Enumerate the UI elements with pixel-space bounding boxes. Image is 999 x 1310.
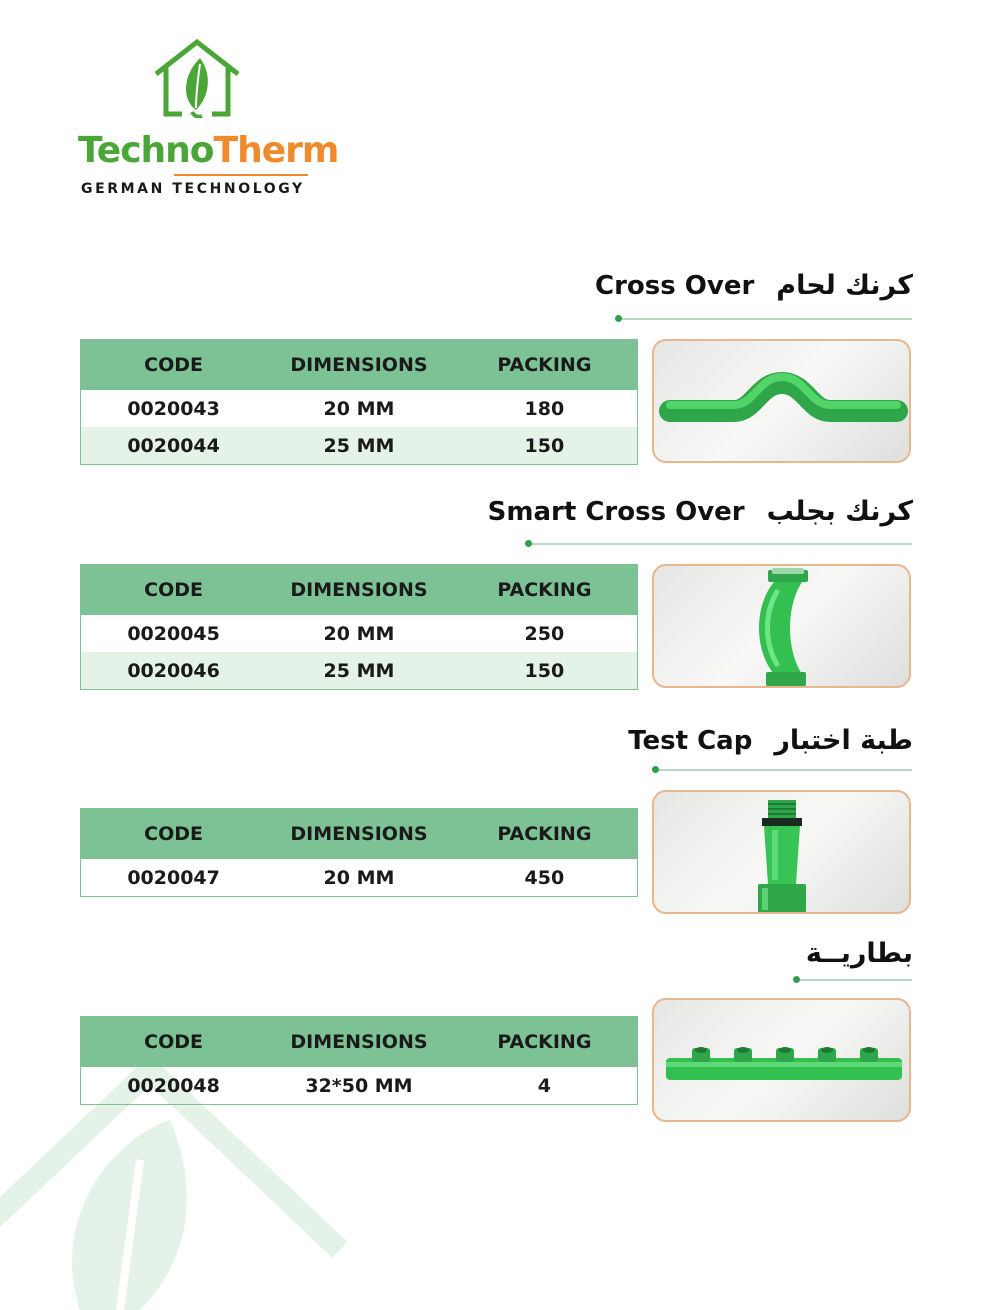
cell-dimensions: 25 MM bbox=[266, 427, 452, 465]
cell-packing: 150 bbox=[452, 652, 638, 690]
section-heading-cross-over bbox=[595, 270, 913, 301]
cell-dimensions: 32*50 MM bbox=[305, 1074, 413, 1097]
column-header-packing: PACKING bbox=[452, 809, 638, 860]
brand-tagline: GERMAN TECHNOLOGY bbox=[81, 181, 305, 197]
cell-packing: 250 bbox=[524, 622, 565, 645]
section-heading-manifold bbox=[806, 938, 913, 969]
heading-english: Test Cap bbox=[628, 725, 753, 756]
table-row bbox=[81, 615, 638, 652]
heading-dot bbox=[525, 540, 532, 547]
section-heading-test-cap bbox=[628, 725, 913, 756]
heading-dot bbox=[615, 315, 622, 322]
cell-code: 0020046 bbox=[81, 652, 267, 690]
table-header-row bbox=[81, 565, 638, 616]
cell-code: 0020045 bbox=[127, 622, 220, 645]
heading-underline bbox=[620, 318, 912, 320]
manifold-pipe-icon bbox=[654, 1000, 911, 1122]
cell-dimensions: 20 MM bbox=[323, 866, 395, 889]
heading-arabic: كرنك لحام bbox=[776, 270, 913, 301]
table-row bbox=[81, 390, 638, 427]
cell-code: 0020043 bbox=[127, 397, 220, 420]
table-header-row bbox=[81, 340, 638, 391]
logo bbox=[78, 38, 339, 203]
cell-packing: 180 bbox=[524, 397, 565, 420]
column-header-packing: PACKING bbox=[452, 1017, 638, 1068]
test-cap-plug-icon bbox=[654, 792, 911, 914]
section-heading-smart-cross-over bbox=[488, 496, 913, 527]
cell-dimensions: 20 MM bbox=[323, 622, 395, 645]
brand-underline bbox=[174, 174, 308, 176]
product-photo-cross-over bbox=[652, 339, 911, 463]
heading-underline bbox=[658, 769, 912, 771]
spec-table-manifold bbox=[80, 1016, 638, 1105]
table-row bbox=[81, 652, 638, 690]
heading-underline bbox=[530, 543, 912, 545]
product-photo-test-cap bbox=[652, 790, 911, 914]
heading-arabic: كرنك بجلب bbox=[766, 496, 913, 527]
heading-underline bbox=[800, 979, 912, 981]
column-header-dimensions: DIMENSIONS bbox=[266, 809, 452, 860]
column-header-packing: PACKING bbox=[452, 340, 638, 391]
product-photo-manifold bbox=[652, 998, 911, 1122]
cell-packing: 450 bbox=[524, 866, 565, 889]
cell-code: 0020047 bbox=[127, 866, 220, 889]
cross-over-pipe-icon bbox=[654, 341, 911, 463]
column-header-dimensions: DIMENSIONS bbox=[266, 340, 452, 391]
spec-table-cross-over bbox=[80, 339, 638, 465]
table-row bbox=[81, 427, 638, 465]
cell-packing: 150 bbox=[452, 427, 638, 465]
brand-name-part2: Therm bbox=[213, 130, 339, 171]
heading-english: Cross Over bbox=[595, 270, 755, 301]
brand-name bbox=[78, 130, 338, 171]
cell-dimensions: 25 MM bbox=[266, 652, 452, 690]
cell-dimensions: 20 MM bbox=[323, 397, 395, 420]
column-header-code: CODE bbox=[81, 809, 267, 860]
cell-code: 0020048 bbox=[127, 1074, 220, 1097]
column-header-dimensions: DIMENSIONS bbox=[266, 565, 452, 616]
heading-dot bbox=[793, 976, 800, 983]
product-photo-smart-cross-over bbox=[652, 564, 911, 688]
table-row bbox=[81, 1067, 638, 1105]
column-header-packing: PACKING bbox=[452, 565, 638, 616]
table-header-row bbox=[81, 809, 638, 860]
column-header-code: CODE bbox=[81, 340, 267, 391]
spec-table-smart-cross-over bbox=[80, 564, 638, 690]
heading-arabic: بطاريــة bbox=[805, 938, 913, 969]
spec-table-test-cap bbox=[80, 808, 638, 897]
brand-name-part1: Techno bbox=[78, 130, 214, 171]
heading-arabic: طبة اختبار bbox=[774, 725, 913, 756]
column-header-dimensions: DIMENSIONS bbox=[266, 1017, 452, 1068]
heading-dot bbox=[652, 766, 659, 773]
column-header-code: CODE bbox=[81, 1017, 267, 1068]
table-header-row bbox=[81, 1017, 638, 1068]
column-header-code: CODE bbox=[81, 565, 267, 616]
heading-english: Smart Cross Over bbox=[487, 496, 745, 527]
table-row bbox=[81, 859, 638, 897]
cell-packing: 4 bbox=[537, 1074, 551, 1097]
house-leaf-icon bbox=[152, 38, 242, 118]
smart-cross-over-fitting-icon bbox=[654, 566, 911, 688]
cell-code: 0020044 bbox=[81, 427, 267, 465]
